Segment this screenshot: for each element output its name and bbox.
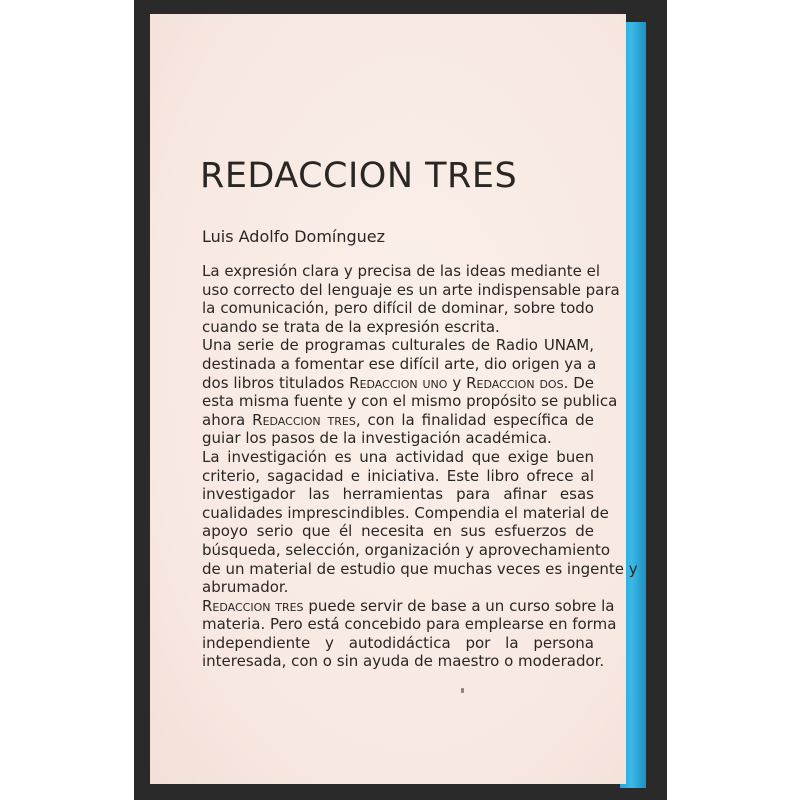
blurb-text-run: puede servir de base a un curso sobre la bbox=[303, 596, 615, 615]
book-title-reference: Redaccion tres bbox=[202, 596, 304, 615]
book-title-reference: Redaccion tres bbox=[252, 410, 356, 429]
blurb-text-run: dos libros titulados bbox=[202, 373, 350, 392]
blurb-text-run: y bbox=[447, 373, 467, 392]
blurb-text-run: criterio, sagacidad e iniciativa. Este libro ofrece al bbox=[202, 466, 594, 485]
blurb-line bbox=[202, 299, 594, 318]
blurb-line bbox=[202, 634, 594, 653]
book-title-reference: Redaccion dos bbox=[466, 373, 564, 392]
blurb-text-run: destinada a fomentar ese difícil arte, dio origen ya a bbox=[202, 354, 597, 373]
blurb-line bbox=[202, 318, 594, 337]
blurb-line bbox=[202, 392, 618, 411]
blurb-text-run: investigador las herramientas para afinar esas bbox=[202, 485, 594, 504]
blurb-text-run: búsqueda, selección, organización y aprovechamiento bbox=[202, 540, 611, 559]
blurb-paragraph bbox=[202, 447, 638, 597]
blurb-text-run: cualidades imprescindibles. Compendia el material de bbox=[202, 503, 609, 522]
blurb-paragraph bbox=[202, 596, 617, 671]
book-title: REDACCION TRES bbox=[200, 156, 518, 196]
blurb-line bbox=[202, 559, 638, 579]
blurb-text-run: uso correcto del lenguaje es un arte indispensable para bbox=[202, 280, 620, 299]
blurb-text-run: la comunicación, pero difícil de dominar, sobre todo bbox=[202, 299, 594, 318]
blurb-text-run: La expresión clara y precisa de las ideas mediante el bbox=[202, 262, 600, 280]
book-title-reference: Redaccion uno bbox=[349, 373, 448, 392]
blurb-text-run: interesada, con o sin ayuda de maestro o moderador. bbox=[202, 652, 605, 671]
blurb-line bbox=[202, 354, 597, 374]
blurb-text bbox=[202, 262, 638, 671]
blurb-text-run: , con la finalidad específica de bbox=[355, 410, 594, 429]
blurb-text-run: apoyo serio que él necesita en sus esfuerzos de bbox=[202, 522, 594, 541]
blurb-line bbox=[202, 652, 605, 671]
blurb-text-run: independiente y autodidáctica por la persona bbox=[202, 633, 594, 652]
blurb-line bbox=[202, 522, 594, 541]
blurb-line bbox=[202, 540, 611, 560]
blurb-line bbox=[202, 374, 594, 393]
blurb-line bbox=[202, 429, 594, 448]
blurb-text-run: materia. Pero está concebido para emplearse en forma bbox=[202, 615, 617, 634]
blurb-text-run: de un material de estudio que muchas veces es ingente y bbox=[202, 559, 638, 578]
blurb-line bbox=[202, 336, 594, 355]
blurb-line bbox=[202, 467, 594, 486]
blurb-text-run: La investigación es una actividad que exige buen bbox=[202, 447, 594, 466]
blurb-line bbox=[202, 262, 600, 281]
blurb-line bbox=[202, 411, 594, 430]
blurb-text-run: . De bbox=[563, 373, 594, 392]
blurb-line bbox=[202, 448, 594, 467]
blurb-text-run: guiar los pasos de la investigación académica. bbox=[202, 429, 552, 448]
blurb-line bbox=[202, 615, 617, 634]
blurb-line bbox=[202, 596, 615, 616]
blurb-line bbox=[202, 280, 620, 300]
blurb-text-run: Una serie de programas culturales de Radio UNAM, bbox=[202, 336, 594, 355]
blurb-text-run: abrumador. bbox=[202, 578, 289, 597]
blurb-text-run: esta misma fuente y con el mismo propósito se publica bbox=[202, 392, 618, 411]
book-author: Luis Adolfo Domínguez bbox=[202, 227, 386, 246]
blurb-line bbox=[202, 485, 594, 504]
blurb-line bbox=[202, 578, 594, 597]
blurb-paragraph bbox=[202, 336, 618, 448]
print-speck bbox=[461, 688, 464, 693]
blurb-line bbox=[202, 503, 609, 523]
blurb-text-run: cuando se trata de la expresión escrita. bbox=[202, 317, 500, 336]
blurb-text-run: ahora bbox=[202, 410, 253, 429]
blurb-paragraph bbox=[202, 262, 620, 336]
